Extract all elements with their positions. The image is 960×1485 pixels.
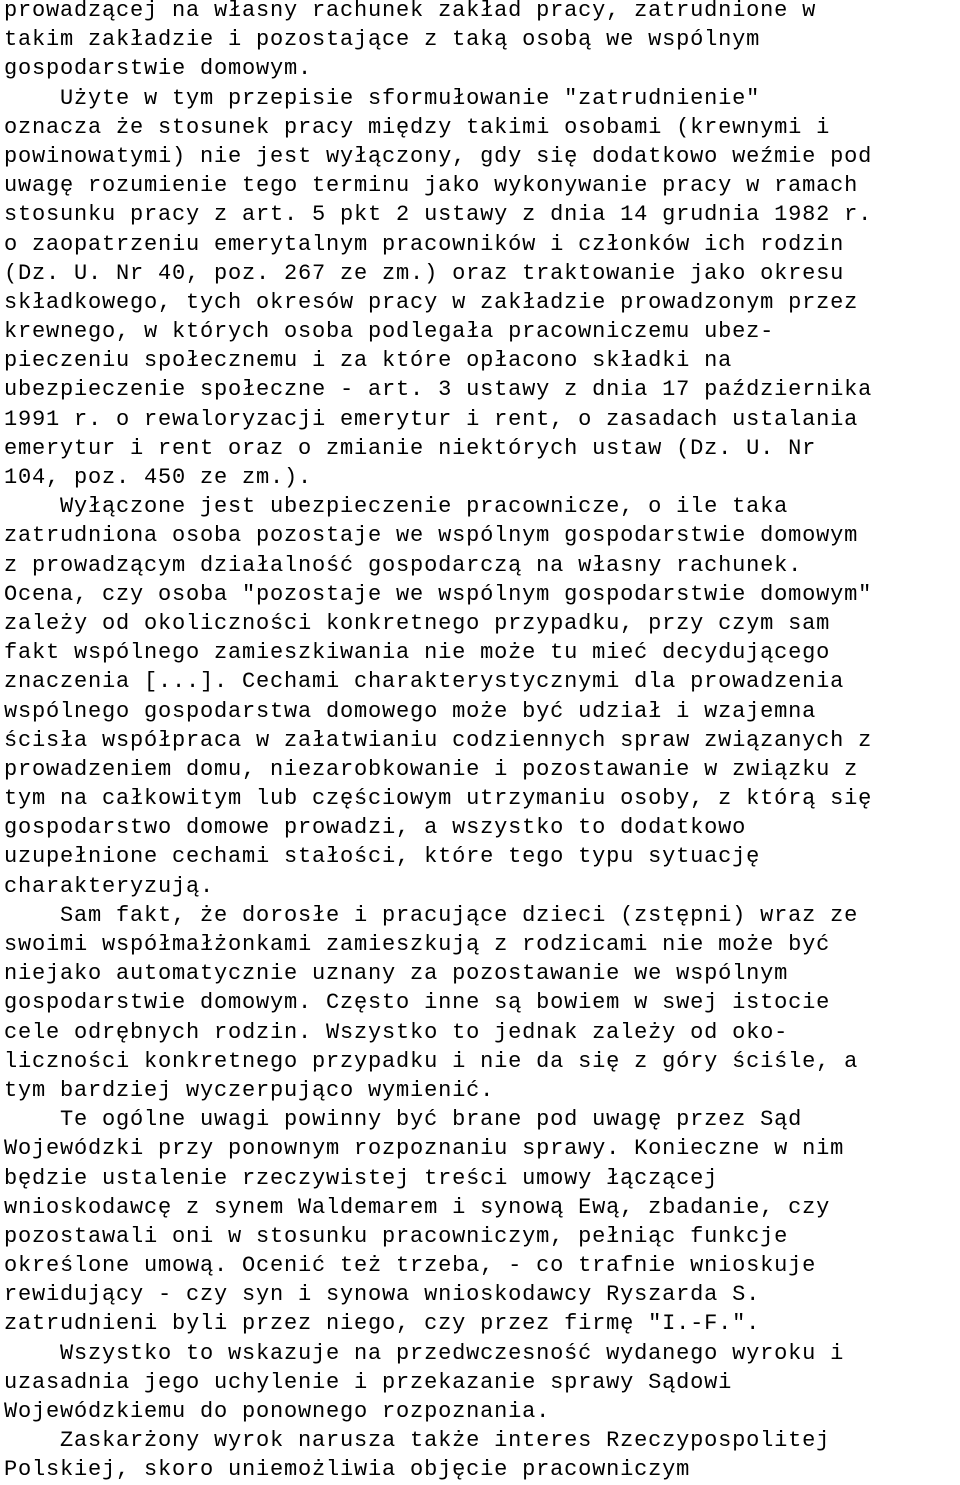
text-line: ścisła współpraca w załatwianiu codziennych spraw związanych z [4,727,873,753]
text-line: Użyte w tym przepisie sformułowanie "zatrudnienie" [4,85,761,111]
text-line: Wojewódzkiemu do ponownego rozpoznania. [4,1399,551,1424]
text-line: Ocena, czy osoba "pozostaje we wspólnym gospodarstwie domowym" [4,581,873,607]
text-line: Te ogólne uwagi powinny być brane pod uwagę przez Sąd [4,1107,803,1133]
text-line: wnioskodawcę z synem Waldemarem i synową Ewą, zbadanie, czy [4,1194,831,1220]
text-line: gospodarstwie domowym. Często inne są bowiem w swej istocie [4,990,831,1016]
text-line: rewidujący - czy syn i synowa wnioskodawcy Ryszarda S. [4,1282,761,1308]
text-line: gospodarstwo domowe prowadzi, a wszystko to dodatkowo [4,815,747,841]
text-line: Polskiej, skoro uniemożliwia objęcie pracowniczym [4,1457,691,1483]
text-line: pieczeniu społecznemu i za które opłacono składki na [4,348,733,374]
text-line: Wojewódzki przy ponownym rozpoznaniu sprawy. Konieczne w nim [4,1136,845,1162]
text-line: fakt wspólnego zamieszkiwania nie może tu mieć decydującego [4,640,831,666]
text-line: zatrudnieni byli przez niego, czy przez firmę "I.-F.". [4,1311,761,1337]
text-line: uwagę rozumienie tego terminu jako wykonywanie pracy w ramach [4,173,859,199]
text-line: uzasadnia jego uchylenie i przekazanie sprawy Sądowi [4,1369,733,1395]
text-line: stosunku pracy z art. 5 pkt 2 ustawy z dnia 14 grudnia 1982 r. [4,202,873,228]
text-line: oznacza że stosunek pracy między takimi osobami (krewnymi i [4,114,831,140]
document-page [4,0,960,1485]
text-line: określone umową. Ocenić też trzeba, - co trafnie wnioskuje [4,1253,817,1279]
text-line: 104, poz. 450 ze zm.). [4,465,313,490]
text-line: emerytur i rent oraz o zmianie niektórych ustaw (Dz. U. Nr [4,435,817,461]
text-line: takim zakładzie i pozostające z taką osobą we wspólnym [4,27,761,53]
text-line: liczności konkretnego przypadku i nie da się z góry ściśle, a [4,1048,859,1074]
text-line: niejako automatycznie uznany za pozostawanie we wspólnym [4,961,789,987]
text-line: swoimi współmałżonkami zamieszkują z rodzicami nie może być [4,932,831,957]
text-line: Sam fakt, że dorosłe i pracujące dzieci (zstępni) wraz ze [4,902,859,928]
text-line: zatrudniona osoba pozostaje we wspólnym gospodarstwie domowym [4,523,859,549]
text-line: gospodarstwie domowym. [4,56,313,82]
text-line: z prowadzącym działalność gospodarczą na własny rachunek. [4,552,803,578]
text-line: 1991 r. o rewaloryzacji emerytur i rent, o zasadach ustalania [4,406,859,432]
text-line: tym na całkowitym lub częściowym utrzymaniu osoby, z którą się [4,786,873,812]
text-line: charakteryzują. [4,873,215,899]
text-line: prowadzeniem domu, niezarobkowanie i pozostawanie w związku z [4,756,859,782]
text-line: zależy od okoliczności konkretnego przypadku, przy czym sam [4,610,831,636]
text-line: o zaopatrzeniu emerytalnym pracowników i członków ich rodzin [4,231,845,257]
text-line: Wyłączone jest ubezpieczenie pracownicze, o ile taka [4,494,789,520]
text-line: (Dz. U. Nr 40, poz. 267 ze zm.) oraz traktowanie jako okresu [4,260,845,286]
text-line: składkowego, tych okresów pracy w zakładzie prowadzonym przez [4,289,859,315]
text-line: uzupełnione cechami stałości, które tego typu sytuację [4,844,761,870]
text-line: tym bardziej wyczerpująco wymienić. [4,1077,495,1103]
text-line: Wszystko to wskazuje na przedwczesność wydanego wyroku i [4,1340,845,1366]
text-line: pozostawali oni w stosunku pracowniczym, pełniąc funkcje [4,1223,789,1249]
text-line: wspólnego gospodarstwa domowego może być udział i wzajemna [4,698,817,724]
text-line: będzie ustalenie rzeczywistej treści umowy łączącej [4,1165,719,1191]
text-line: powinowatymi) nie jest wyłączony, gdy się dodatkowo weźmie pod [4,143,873,169]
text-line: krewnego, w których osoba podlegała pracowniczemu ubez- [4,319,775,345]
text-line: Zaskarżony wyrok narusza także interes Rzeczypospolitej [4,1428,831,1454]
text-line: cele odrębnych rodzin. Wszystko to jednak zależy od oko- [4,1019,789,1045]
text-line: prowadzącej na własny rachunek zakład pracy, zatrudnione w [4,0,817,23]
text-line: znaczenia [...]. Cechami charakterystycznymi dla prowadzenia [4,669,845,695]
text-line: ubezpieczenie społeczne - art. 3 ustawy z dnia 17 października [4,377,873,403]
